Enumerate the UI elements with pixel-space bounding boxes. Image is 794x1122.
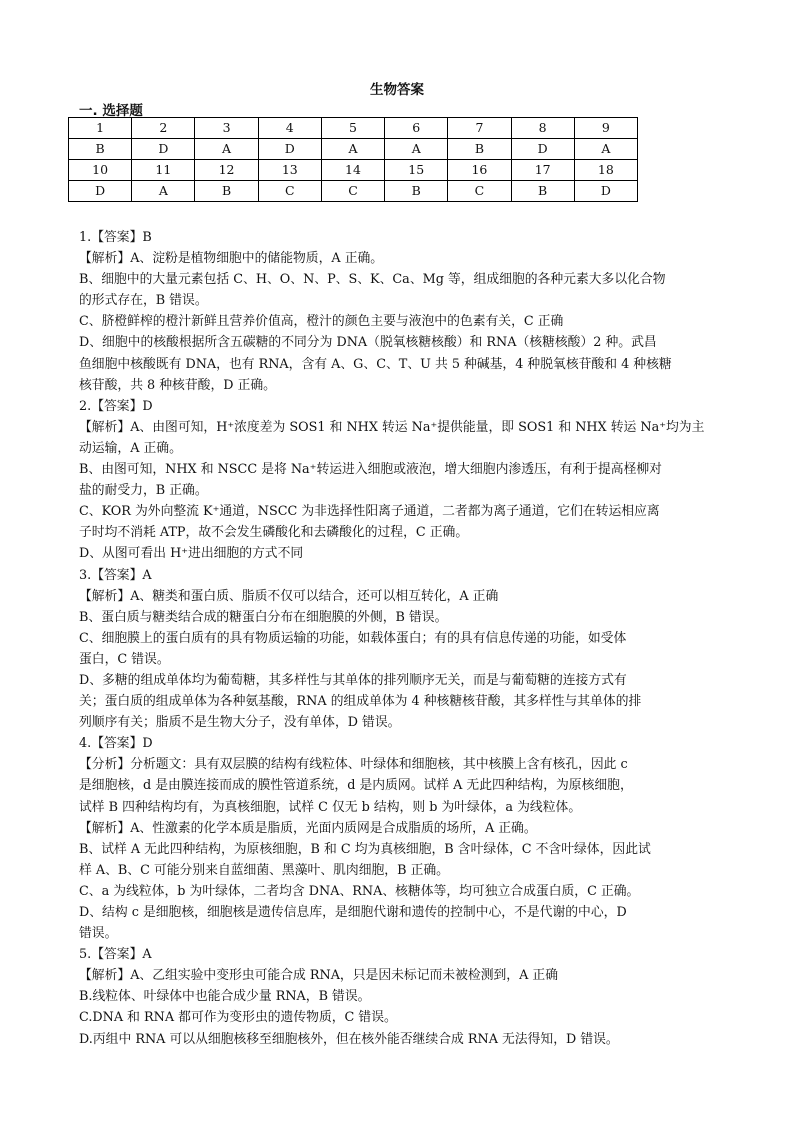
question-number-cell: 7	[448, 118, 511, 139]
text-line: 关；蛋白质的组成单体为各种氨基酸，RNA 的组成单体为 4 种核糖核苷酸，其多样性与其单体的排	[79, 694, 642, 710]
section-heading: 一. 选择题	[79, 103, 143, 119]
text-line: 【解析】A、乙组实验中变形虫可能合成 RNA，只是因未标记而未被检测到，A 正确	[79, 968, 558, 984]
text-line: C、细胞膜上的蛋白质有的具有物质运输的功能，如载体蛋白；有的具有信息传递的功能，如受体	[79, 630, 627, 646]
answer-cell: B	[69, 139, 132, 160]
text-line: 是细胞核，d 是由膜连接而成的膜性管道系统，d 是内质网。试样 A 无此四种结构，为原核细胞，	[79, 778, 633, 794]
text-line: 样 A、B、C 可能分别来自蓝细菌、黑藻叶、肌肉细胞，B 正确。	[79, 862, 449, 878]
answer-cell: B	[448, 139, 511, 160]
text-line: 【解析】A、性激素的化学本质是脂质，光面内质网是合成脂质的场所，A 正确。	[79, 820, 537, 836]
text-line: B、由图可知，NHX 和 NSCC 是将 Na⁺转运进入细胞或液泡，增大细胞内渗透压，有利于提高柽柳对	[79, 462, 662, 478]
question-number-cell: 10	[69, 160, 132, 181]
answer-row	[69, 139, 638, 160]
answer-cell: C	[258, 181, 321, 202]
text-line: 动运输，A 正确。	[79, 440, 182, 456]
question-number-cell: 13	[258, 160, 321, 181]
answer-table	[68, 117, 638, 202]
answer-cell: B	[195, 181, 258, 202]
answer-cell: D	[511, 139, 574, 160]
answer-cell: B	[511, 181, 574, 202]
question-number-cell: 2	[132, 118, 195, 139]
answer-cell: D	[132, 139, 195, 160]
question-number-cell: 3	[195, 118, 258, 139]
text-line: 鱼细胞中核酸既有 DNA，也有 RNA，含有 A、G、C、T、U 共 5 种碱基，4 种脱氧核苷酸和 4 种核糖	[79, 356, 672, 372]
answer-cell: A	[574, 139, 637, 160]
text-line: C.DNA 和 RNA 都可作为变形虫的遗传物质，C 错误。	[79, 1010, 397, 1026]
question-number-cell: 8	[511, 118, 574, 139]
answer-cell: D	[69, 181, 132, 202]
question-number-cell: 16	[448, 160, 511, 181]
text-line: 【分析】分析题文：具有双层膜的结构有线粒体、叶绿体和细胞核，其中核膜上含有核孔，因此 c	[79, 757, 628, 773]
text-line: B、试样 A 无此四种结构，为原核细胞，B 和 C 均为真核细胞，B 含叶绿体，C 不含叶绿体，因此试	[79, 841, 651, 857]
question-number-cell: 11	[132, 160, 195, 181]
text-line: 【解析】A、糖类和蛋白质、脂质不仅可以结合，还可以相互转化，A 正确	[79, 588, 499, 604]
text-line: 2.【答案】D	[79, 398, 153, 414]
question-number-cell: 4	[258, 118, 321, 139]
question-number-cell: 18	[574, 160, 637, 181]
answer-cell: D	[574, 181, 637, 202]
text-line: D、结构 c 是细胞核，细胞核是遗传信息库，是细胞代谢和遗传的控制中心，不是代谢的中心，D	[79, 905, 627, 920]
answer-explanations	[79, 227, 721, 1050]
text-line: 【解析】A、由图可知，H⁺浓度差为 SOS1 和 NHX 转运 Na⁺提供能量，即 SOS1 和 NHX 转运 Na⁺均为主	[79, 419, 705, 435]
text-line: D、多糖的组成单体均为葡萄糖，其多样性与其单体的排列顺序无关，而是与葡萄糖的连接方式有	[79, 672, 627, 688]
question-number-row	[69, 160, 638, 181]
answer-cell: A	[321, 139, 384, 160]
text-line: 4.【答案】D	[79, 736, 153, 752]
question-number-row	[69, 118, 638, 139]
question-number-cell: 17	[511, 160, 574, 181]
answer-cell: D	[258, 139, 321, 160]
question-number-cell: 6	[385, 118, 448, 139]
answer-cell: C	[321, 181, 384, 202]
text-line: 1.【答案】B	[79, 230, 152, 245]
text-line: 错误。	[79, 926, 118, 942]
text-line: 【解析】A、淀粉是植物细胞中的储能物质，A 正确。	[79, 251, 384, 267]
text-line: 试样 B 四种结构均有，为真核细胞，试样 C 仅无 b 结构，则 b 为叶绿体，a 为线粒体。	[79, 799, 582, 815]
answer-cell: A	[195, 139, 258, 160]
text-line: D.丙组中 RNA 可以从细胞核移至细胞核外，但在核外能否继续合成 RNA 无法得知，D 错误。	[79, 1031, 619, 1047]
text-line: 核苷酸，共 8 种核苷酸，D 正确。	[79, 377, 276, 393]
text-line: 的形式存在，B 错误。	[79, 293, 208, 309]
answer-cell: A	[132, 181, 195, 202]
question-number-cell: 12	[195, 160, 258, 181]
question-number-cell: 9	[574, 118, 637, 139]
question-number-cell: 14	[321, 160, 384, 181]
text-line: 蛋白，C 错误。	[79, 651, 170, 667]
text-line: 盐的耐受力，B 正确。	[79, 483, 208, 499]
answer-cell: A	[385, 139, 448, 160]
question-number-cell: 1	[69, 118, 132, 139]
text-line: B、细胞中的大量元素包括 C、H、O、N、P、S、K、Ca、Mg 等，组成细胞的各种元素大多以化合物	[79, 272, 666, 288]
text-line: 列顺序有关；脂质不是生物大分子，没有单体，D 错误。	[79, 715, 401, 731]
question-number-cell: 5	[321, 118, 384, 139]
text-line: 3.【答案】A	[79, 567, 152, 583]
text-line: 子时均不消耗 ATP，故不会发生磷酸化和去磷酸化的过程，C 正确。	[79, 525, 469, 541]
text-line: C、KOR 为外向整流 K⁺通道，NSCC 为非选择性阳离子通道，二者都为离子通道，它们在转运相应离	[79, 504, 660, 520]
answer-cell: B	[385, 181, 448, 202]
text-line: B.线粒体、叶绿体中也能合成少量 RNA，B 错误。	[79, 989, 371, 1005]
text-line: D、从图可看出 H⁺进出细胞的方式不同	[79, 546, 304, 562]
text-line: 5.【答案】A	[79, 947, 152, 963]
text-line: B、蛋白质与糖类结合成的糖蛋白分布在细胞膜的外侧，B 错误。	[79, 609, 448, 625]
text-line: C、脐橙鲜榨的橙汁新鲜且营养价值高，橙汁的颜色主要与液泡中的色素有关，C 正确	[79, 314, 564, 330]
text-line: D、细胞中的核酸根据所含五碳糖的不同分为 DNA（脱氧核糖核酸）和 RNA（核糖核酸）2 种。武昌	[79, 335, 657, 351]
answer-row	[69, 181, 638, 202]
answer-cell: C	[448, 181, 511, 202]
text-line: C、a 为线粒体，b 为叶绿体，二者均含 DNA、RNA、核糖体等，均可独立合成蛋白质，C 正确。	[79, 883, 640, 899]
page-title: 生物答案	[370, 82, 424, 98]
question-number-cell: 15	[385, 160, 448, 181]
